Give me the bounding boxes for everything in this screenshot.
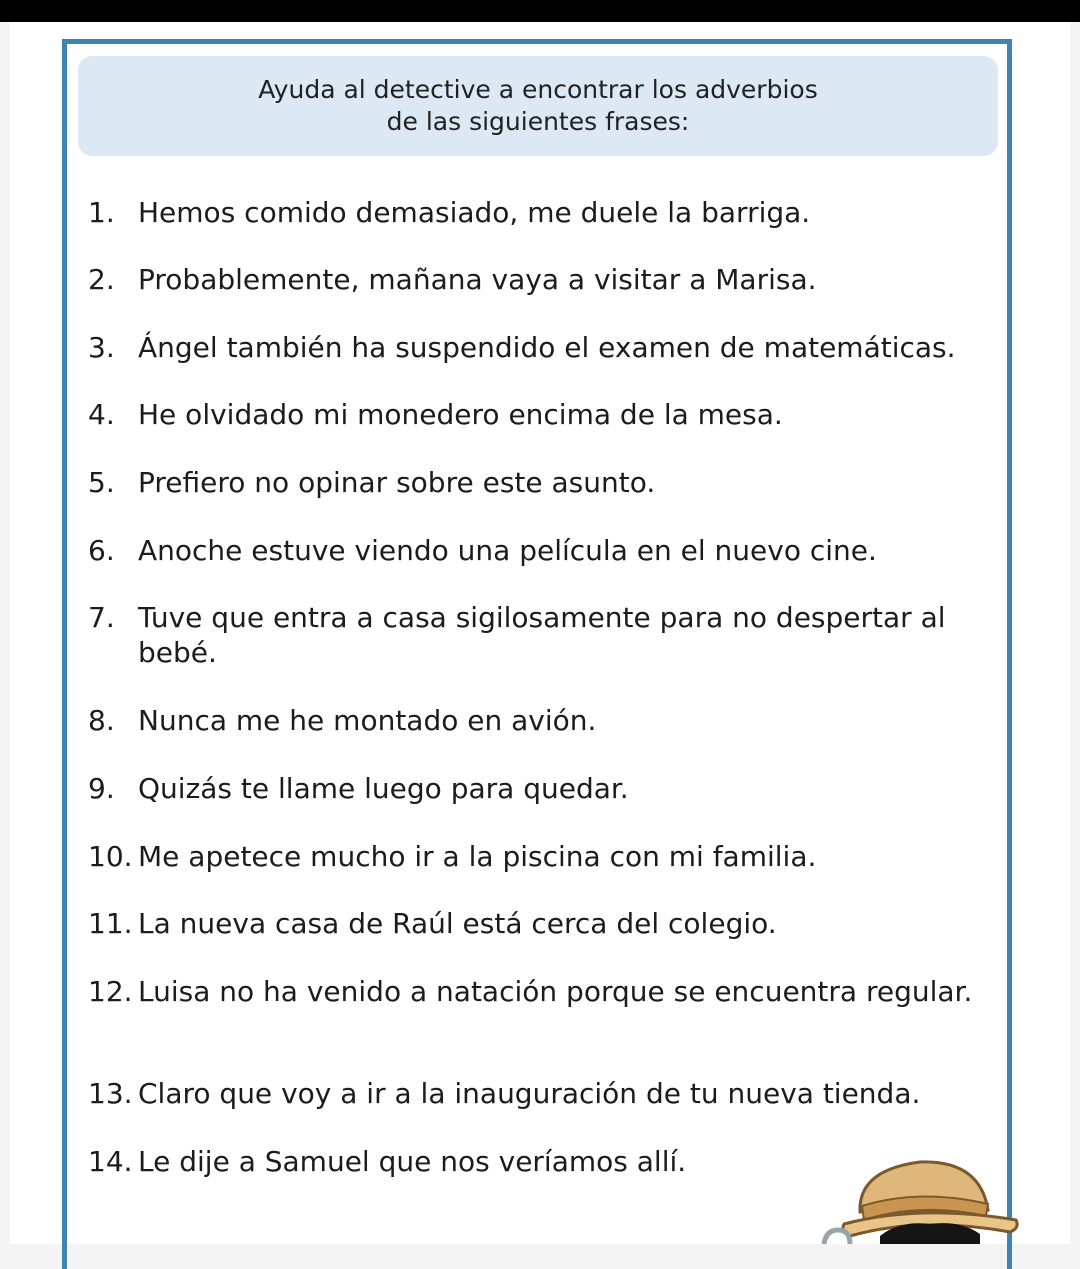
item-text: Probablemente, mañana vaya a visitar a Marisa. xyxy=(138,263,817,296)
item-text: He olvidado mi monedero encima de la mesa. xyxy=(138,398,783,431)
item-number: 9. xyxy=(88,772,115,805)
item-text: Hemos comido demasiado, me duele la barriga. xyxy=(138,196,811,229)
item-number: 4. xyxy=(88,398,115,431)
item-number: 14. xyxy=(88,1145,133,1178)
instructions-line-1: Ayuda al detective a encontrar los adverbios xyxy=(258,75,818,104)
item-text: Luisa no ha venido a natación porque se encuentra regular. xyxy=(138,975,973,1008)
item-text: Anoche estuve viendo una película en el nuevo cine. xyxy=(138,534,877,567)
item-text: Nunca me he montado en avión. xyxy=(138,704,597,737)
item-text: Le dije a Samuel que nos veríamos allí. xyxy=(138,1145,687,1178)
item-text: Me apetece mucho ir a la piscina con mi familia. xyxy=(138,840,817,873)
item-text: Quizás te llame luego para quedar. xyxy=(138,772,629,805)
instructions-line-2: de las siguientes frases: xyxy=(386,107,690,136)
item-number: 12. xyxy=(88,975,133,1008)
item-number: 11. xyxy=(88,907,133,940)
item-number: 13. xyxy=(88,1077,133,1110)
item-number: 2. xyxy=(88,263,115,296)
worksheet-page xyxy=(10,22,1070,1244)
item-number: 7. xyxy=(88,601,115,634)
item-text: Prefiero no opinar sobre este asunto. xyxy=(138,466,656,499)
item-text: La nueva casa de Raúl está cerca del colegio. xyxy=(138,907,777,940)
item-number: 10. xyxy=(88,840,133,873)
item-text: Ángel también ha suspendido el examen de matemáticas. xyxy=(138,331,956,364)
item-number: 6. xyxy=(88,534,115,567)
instructions-box xyxy=(78,56,998,156)
top-black-bar xyxy=(0,0,1080,22)
magnifying-glass-icon xyxy=(824,1230,850,1244)
item-number: 5. xyxy=(88,466,115,499)
item-number: 3. xyxy=(88,331,115,364)
item-number: 1. xyxy=(88,196,115,229)
item-number: 8. xyxy=(88,704,115,737)
detective-illustration xyxy=(820,1150,1030,1244)
item-text: Tuve que entra a casa sigilosamente para no despertar al bebé. xyxy=(138,601,946,669)
item-text: Claro que voy a ir a la inauguración de tu nueva tienda. xyxy=(138,1077,921,1110)
